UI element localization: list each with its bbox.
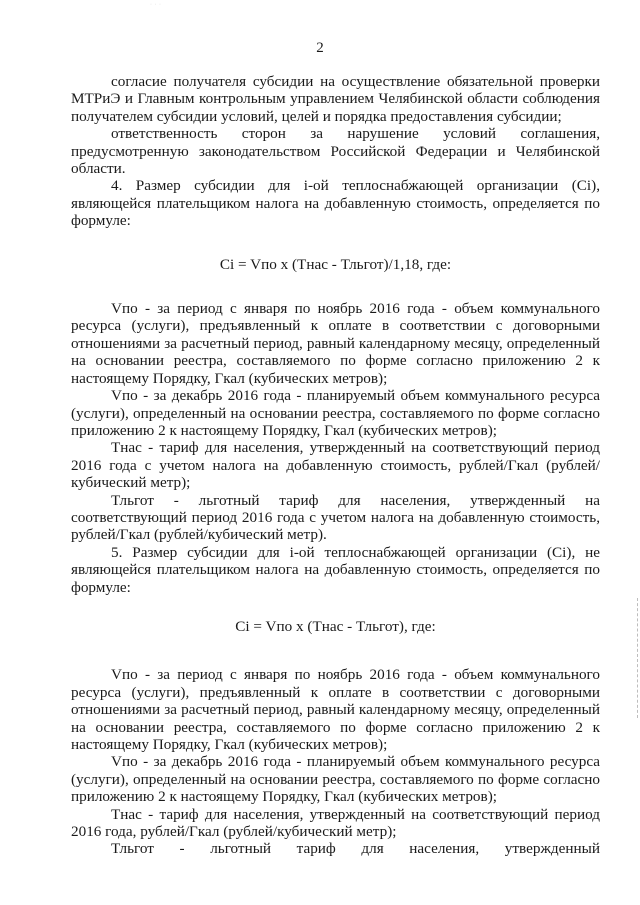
definition-tlgot: Тльгот - льготный тариф для населения, утвержденный на соответствующий период 2016 года с учетом налога на добавленную стоимость, рублей/Гкал (рублей/кубический метр). (71, 491, 600, 544)
paragraph-responsibility: ответственность сторон за нарушение условий соглашения, предусмотренную законодательством Российской Федерации и Челябинской области. (71, 125, 600, 178)
paragraph-consent: согласие получателя субсидии на осуществление обязательной проверки МТРиЭ и Главным контрольным управлением Челябинской области соблюдения получателем субсидии условий, целей и порядка предоставления субсидии; (71, 73, 600, 125)
document-body (71, 73, 600, 858)
definition-tnas-2: Тнас - тариф для населения, утвержденный на соответствующий период 2016 года, рублей/Гкал (рублей/кубический метр); (71, 805, 600, 841)
paragraph-item-4: 4. Размер субсидии для i-ой теплоснабжающей организации (Ci), являющейся плательщиком налога на добавленную стоимость, определяется по формуле: (71, 177, 600, 230)
definition-vpo-jan-nov-2: Vпо - за период с января по ноябрь 2016 года - объем коммунального ресурса (услуги), предъявленный к оплате в соответствии с договорными отношениями за расчетный период, равный календарному месяцу, определенный на основании реестра, составляемого по форме согласно приложению 2 к настоящему Порядку, Гкал (кубических метров); (71, 666, 600, 753)
definition-tnas: Тнас - тариф для населения, утвержденный на соответствующий период 2016 года с учетом налога на добавленную стоимость, рублей/Гкал (рублей/кубический метр); (71, 439, 600, 492)
paragraph-item-5: 5. Размер субсидии для i-ой теплоснабжающей организации (Ci), не являющейся плательщиком налога на добавленную стоимость, определяется по формуле: (71, 543, 600, 596)
faint-header-scan-artifact: · · · (150, 2, 162, 8)
definition-tlgot-2: Тльгот - льготный тариф для населения, утвержденный (111, 840, 600, 858)
definition-vpo-jan-nov: Vпо - за период с января по ноябрь 2016 года - объем коммунального ресурса (услуги), предъявленный к оплате в соответствии с договорными отношениями за расчетный период, равный календарному месяцу, определенный на основании реестра, составляемого по форме согласно приложению 2 к настоящему Порядку, Гкал (кубических метров); (71, 300, 600, 387)
formula-without-vat: Ci = Vпо x (Тнас - Тльгот), где: (235, 617, 436, 635)
definition-vpo-dec: Vпо - за декабрь 2016 года - планируемый объем коммунального ресурса (услуги), определенный на основании реестра, составляемого по форме согласно приложению 2 к настоящему Порядку, Гкал (кубических метров); (71, 387, 600, 439)
formula-with-vat: Ci = Vпо x (Тнас - Тльгот)/1,18, где: (219, 255, 452, 273)
scan-edge-mark (636, 598, 638, 718)
definition-vpo-dec-2: Vпо - за декабрь 2016 года - планируемый объем коммунального ресурса (услуги), определенный на основании реестра, составляемого по форме согласно приложению 2 к настоящему Порядку, Гкал (кубических метров); (71, 753, 600, 806)
page-number: 2 (316, 40, 324, 56)
